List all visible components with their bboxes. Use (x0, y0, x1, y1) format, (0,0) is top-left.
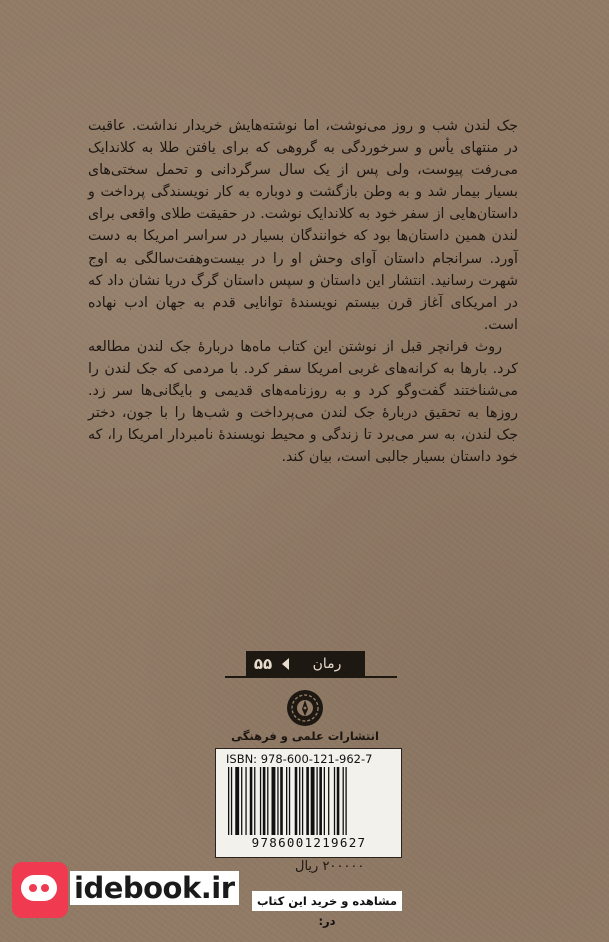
back-cover-blurb (88, 115, 518, 469)
series-arrow-icon (282, 658, 289, 670)
series-number: ۵۵ (253, 655, 273, 673)
series-badge (246, 651, 365, 677)
series-label: رمان (312, 656, 342, 672)
idebook-cta[interactable]: مشاهده و خرید این کتاب در: (252, 891, 402, 911)
barcode (215, 748, 402, 858)
blurb-paragraph-2: روث فرانچر قبل از نوشتن این کتاب ماه‌ها دربارهٔ جک لندن مطالعه کرد. بارها به کرانه‌های غربی امریکا سفر کرد. با مردمی که جک لندن را می‌شناختند گفت‌وگو کرد و به روزنامه‌های قدیمی و بایگانی‌ها سر زد. روزها به تحقیق دربارهٔ جک لندن می‌پرداخت و شب‌ها را با جون، دختر جک لندن، به سر می‌برد تا زندگی و محیط نویسندهٔ نامبردار امریکا را، که خود داستان بسیار جالبی است، بیان کند. (88, 338, 518, 466)
blurb-paragraph-1: جک لندن شب و روز می‌نوشت، اما نوشته‌هایش خریدار نداشت. عاقبت در منتهای یأس و سرخوردگی به گروهی که برای یافتن طلا به کلاندایک می‌رفت پیوست، ولی پس از یک سال سرگردانی و تحمل سختی‌های بسیار بیمار شد و به وطن بازگشت و دوباره به کار نویسندگی پرداخت و داستان‌هایی از سفر خود به کلاندایک نوشت. در حقیقت طلای واقعی برای لندن همین داستان‌ها بود که خوانندگان بسیار در سراسر امریکا به دست آورد. سرانجام داستان آوای وحش او را در بیست‌وهفت‌سالگی به اوج شهرت رسانید. انتشار این داستان و سپس داستان گرگ دریا نشان داد که در امریکای آغاز قرن بیستم نویسندهٔ توانایی قدم به جهان ادب نهاده است. (88, 118, 518, 333)
price: ۲۰۰۰۰۰ ریال (295, 859, 365, 874)
idebook-chat-icon (12, 862, 68, 918)
series-rule (225, 676, 397, 678)
publisher-logo-icon (286, 689, 324, 727)
barcode-digits: 9786001219627 (251, 835, 367, 850)
barcode-bars (226, 767, 389, 835)
publisher-name: انتشارات علمی و فرهنگی (231, 729, 379, 743)
idebook-brand[interactable]: idebook.ir (70, 871, 239, 905)
idebook-banner[interactable] (4, 862, 404, 928)
isbn-text: ISBN: 978-600-121-962-7 (226, 752, 373, 766)
